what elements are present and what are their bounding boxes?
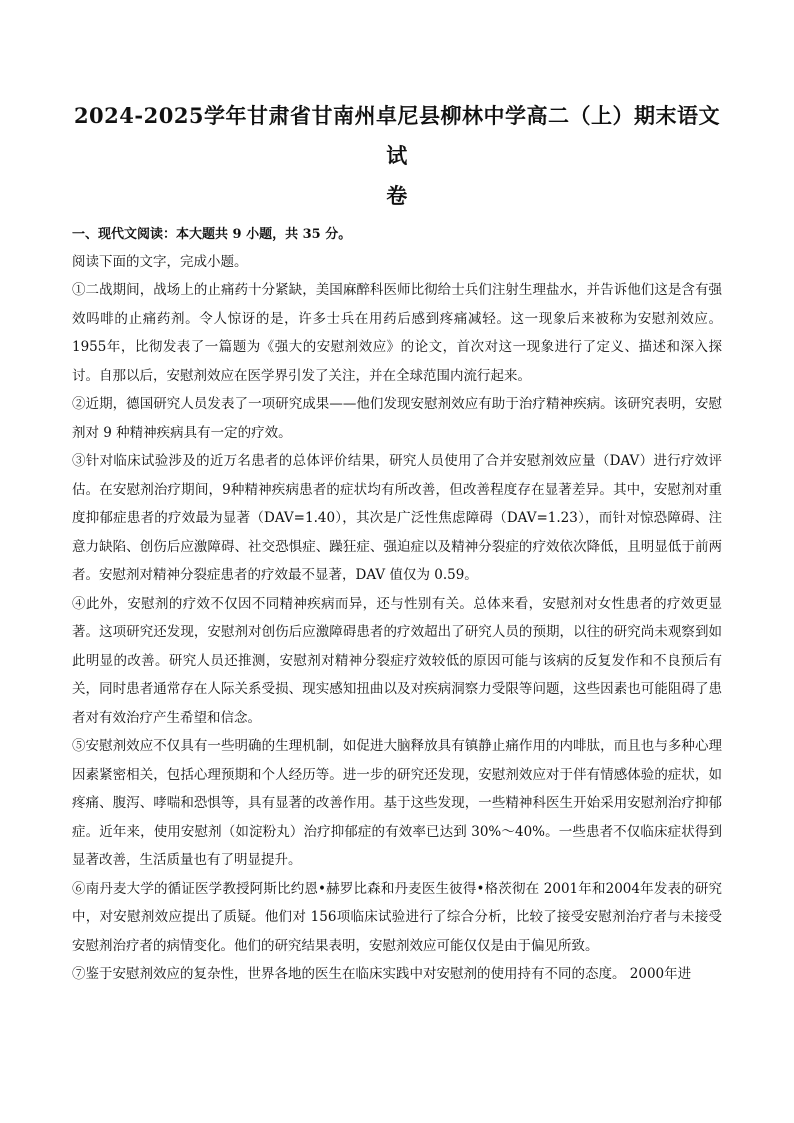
title-line-1: 2024-2025学年甘肃省甘南州卓尼县柳林中学高二（上）期末语文试 (73, 103, 721, 168)
document-title (72, 96, 722, 216)
title-line-2: 卷 (386, 183, 408, 208)
paragraph-2: ②近期，德国研究人员发表了一项研究成果——他们发现安慰剂效应有助于治疗精神疾病。该研究表明，安慰剂对 9 种精神疾病具有一定的疗效。 (72, 396, 722, 441)
paragraph-4: ④此外，安慰剂的疗效不仅因不同精神疾病而异，还与性别有关。总体来看，安慰剂对女性患者的疗效更显著。这项研究还发现，安慰剂对创伤后应激障碍患者的疗效超出了研究人员的预期，以往的研究尚未观察到如此明显的改善。研究人员还推测，安慰剂对精神分裂症疗效较低的原因可能与该病的反复发作和不良预后有关，同时患者通常存在人际关系受损、现实感知扭曲以及对疾病洞察力受限等问题，这些因素也可能阻碍了患者对有效治疗产生希望和信念。 (72, 595, 722, 726)
document-page (72, 96, 722, 989)
reading-instruction: 阅读下面的文字，完成小题。 (72, 254, 248, 270)
paragraph-5: ⑤安慰剂效应不仅具有一些明确的生理机制，如促进大脑释放具有镇静止痛作用的内啡肽，而且也与多种心理因素紧密相关，包括心理预期和个人经历等。进一步的研究还发现，安慰剂效应对于伴有情感体验的症状，如疼痛、腹泻、哮喘和恐惧等，具有显著的改善作用。基于这些发现，一些精神科医生开始采用安慰剂治疗抑郁症。近年来，使用安慰剂（如淀粉丸）治疗抑郁症的有效率已达到 30%～40%。一些患者不仅临床症状得到显著改善，生活质量也有了明显提升。 (72, 738, 722, 868)
paragraph-3: ③针对临床试验涉及的近万名患者的总体评价结果，研究人员使用了合并安慰剂效应量（DAV）进行疗效评估。在安慰剂治疗期间，9种精神疾病患者的症状均有所改善，但改善程度存在显著差异。其中，安慰剂对重度抑郁症患者的疗效最为显著（DAV=1.40），其次是广泛性焦虑障碍（DAV=1.23），而针对惊恐障碍、注意力缺陷、创伤后应激障碍、社交恐惧症、躁狂症、强迫症以及精神分裂症的疗效依次降低，且明显低于前两者。安慰剂对精神分裂症患者的疗效最不显著，DAV 值仅为 0.59。 (72, 453, 722, 583)
paragraph-7: ⑦鉴于安慰剂效应的复杂性，世界各地的医生在临床实践中对安慰剂的使用持有不同的态度。 2000年进 (72, 966, 692, 982)
section-heading: 一、现代文阅读：本大题共 9 小题，共 35 分。 (72, 227, 352, 242)
paragraph-6: ⑥南丹麦大学的循证医学教授阿斯比约恩•赫罗比森和丹麦医生彼得•格茨彻在 2001年和2004年发表的研究中，对安慰剂效应提出了质疑。他们对 156项临床试验进行了综合分析，比较了接受安慰剂治疗者与未接受安慰剂治疗者的病情变化。他们的研究结果表明，安慰剂效应可能仅仅是由于偏见所致。 (72, 880, 722, 954)
paragraph-1: ①二战期间，战场上的止痛药十分紧缺，美国麻醉科医师比彻给士兵们注射生理盐水，并告诉他们这是含有强效吗啡的止痛药剂。令人惊讶的是，许多士兵在用药后感到疼痛减轻。这一现象后来被称为安慰剂效应。 1955年，比彻发表了一篇题为《强大的安慰剂效应》的论文，首次对这一现象进行了定义、描述和深入探讨。自那以后，安慰剂效应在医学界引发了关注，并在全球范围内流行起来。 (72, 282, 722, 384)
title-spacer (72, 216, 722, 224)
